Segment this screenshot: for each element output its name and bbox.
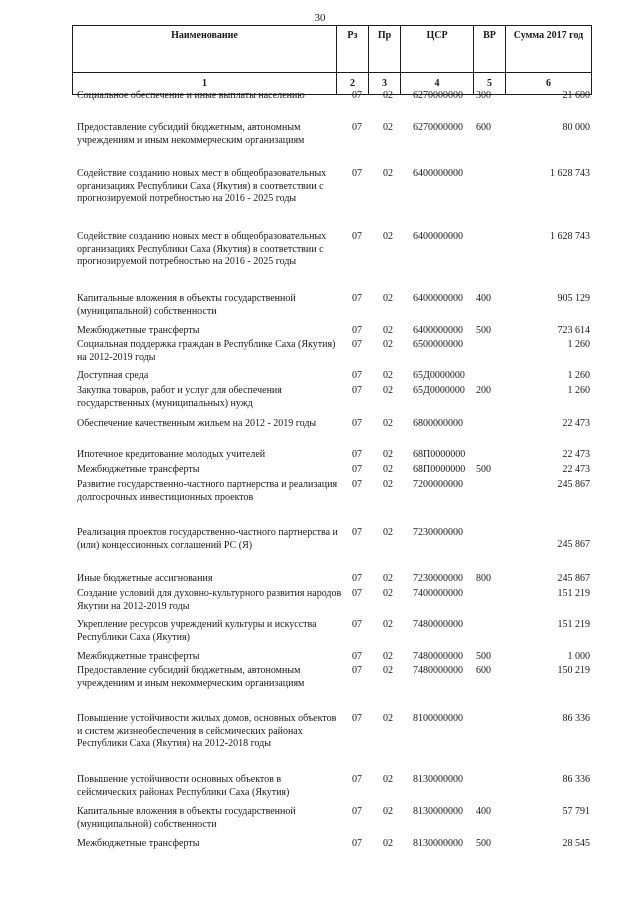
row-pr: 02 <box>383 665 393 676</box>
row-vr: 400 <box>476 293 491 304</box>
row-rz: 07 <box>352 385 362 396</box>
row-rz: 07 <box>352 665 362 676</box>
row-rz: 07 <box>352 588 362 599</box>
header-name: Наименование <box>73 26 337 73</box>
row-csr: 8130000000 <box>413 774 463 785</box>
row-sum: 245 867 <box>557 539 590 550</box>
row-rz: 07 <box>352 527 362 538</box>
row-name: Развитие государственно-частного партнерства и реализация долгосрочных инвестиционных проектов <box>77 479 338 503</box>
row-pr: 02 <box>383 370 393 381</box>
row-sum: 1 260 <box>567 370 590 381</box>
row-name: Создание условий для духовно-культурного развития народов Якутии на 2012-2019 годы <box>77 588 342 612</box>
row-sum: 86 336 <box>562 713 590 724</box>
row-csr: 7480000000 <box>413 665 463 676</box>
row-pr: 02 <box>383 90 393 101</box>
row-name: Иные бюджетные ассигнования <box>77 573 213 584</box>
row-pr: 02 <box>383 527 393 538</box>
row-csr: 8130000000 <box>413 838 463 849</box>
row-csr: 68П0000000 <box>413 464 466 475</box>
row-vr: 600 <box>476 665 491 676</box>
row-sum: 22 473 <box>562 464 590 475</box>
row-pr: 02 <box>383 651 393 662</box>
row-sum: 1 628 743 <box>550 168 590 179</box>
row-vr: 500 <box>476 464 491 475</box>
header-vr: ВР <box>474 26 506 73</box>
row-rz: 07 <box>352 449 362 460</box>
row-csr: 6400000000 <box>413 168 463 179</box>
row-csr: 6270000000 <box>413 90 463 101</box>
row-csr: 7200000000 <box>413 479 463 490</box>
row-rz: 07 <box>352 168 362 179</box>
row-csr: 65Д0000000 <box>413 370 465 381</box>
row-pr: 02 <box>383 231 393 242</box>
row-sum: 905 129 <box>557 293 590 304</box>
row-sum: 150 219 <box>557 665 590 676</box>
row-sum: 80 000 <box>562 122 590 133</box>
row-pr: 02 <box>383 122 393 133</box>
row-sum: 1 000 <box>567 651 590 662</box>
row-csr: 65Д0000000 <box>413 385 465 396</box>
row-pr: 02 <box>383 325 393 336</box>
row-name: Предоставление субсидий бюджетным, автономным учреждениям и иным некоммерческим организациям <box>77 122 305 146</box>
row-csr: 7480000000 <box>413 619 463 630</box>
row-rz: 07 <box>352 464 362 475</box>
row-sum: 1 260 <box>567 385 590 396</box>
row-name: Межбюджетные трансферты <box>77 838 200 849</box>
row-rz: 07 <box>352 339 362 350</box>
row-vr: 500 <box>476 651 491 662</box>
row-pr: 02 <box>383 464 393 475</box>
row-sum: 28 545 <box>562 838 590 849</box>
row-rz: 07 <box>352 573 362 584</box>
row-rz: 07 <box>352 774 362 785</box>
row-name: Межбюджетные трансферты <box>77 464 200 475</box>
row-sum: 151 219 <box>557 619 590 630</box>
row-name: Закупка товаров, работ и услуг для обеспечения государственных (муниципальных) нужд <box>77 385 282 409</box>
row-sum: 151 219 <box>557 588 590 599</box>
row-name: Капитальные вложения в объекты государственной (муниципальной) собственности <box>77 806 296 830</box>
row-pr: 02 <box>383 385 393 396</box>
row-pr: 02 <box>383 838 393 849</box>
header-rz: Рз <box>337 26 369 73</box>
row-csr: 6400000000 <box>413 231 463 242</box>
row-csr: 6800000000 <box>413 418 463 429</box>
row-pr: 02 <box>383 619 393 630</box>
row-name: Межбюджетные трансферты <box>77 651 200 662</box>
column-number: 4 <box>401 73 474 95</box>
row-sum: 86 336 <box>562 774 590 785</box>
row-pr: 02 <box>383 806 393 817</box>
row-name: Доступная среда <box>77 370 149 381</box>
row-rz: 07 <box>352 122 362 133</box>
header-sum: Сумма 2017 год <box>506 26 592 73</box>
row-sum: 22 473 <box>562 449 590 460</box>
row-csr: 6270000000 <box>413 122 463 133</box>
row-sum: 21 600 <box>562 90 590 101</box>
row-pr: 02 <box>383 449 393 460</box>
header-pr: Пр <box>369 26 401 73</box>
column-number: 6 <box>506 73 592 95</box>
row-vr: 300 <box>476 90 491 101</box>
row-rz: 07 <box>352 838 362 849</box>
row-pr: 02 <box>383 573 393 584</box>
row-csr: 7480000000 <box>413 651 463 662</box>
row-sum: 245 867 <box>557 479 590 490</box>
row-name: Межбюджетные трансферты <box>77 325 200 336</box>
row-rz: 07 <box>352 90 362 101</box>
row-vr: 600 <box>476 122 491 133</box>
row-vr: 800 <box>476 573 491 584</box>
row-sum: 1 628 743 <box>550 231 590 242</box>
row-vr: 200 <box>476 385 491 396</box>
row-name: Укрепление ресурсов учреждений культуры и искусства Республики Саха (Якутия) <box>77 619 317 643</box>
row-name: Предоставление субсидий бюджетным, автономным учреждениям и иным некоммерческим организациям <box>77 665 305 689</box>
row-rz: 07 <box>352 651 362 662</box>
row-vr: 400 <box>476 806 491 817</box>
row-pr: 02 <box>383 418 393 429</box>
row-sum: 723 614 <box>557 325 590 336</box>
row-pr: 02 <box>383 713 393 724</box>
row-sum: 22 473 <box>562 418 590 429</box>
header-csr: ЦСР <box>401 26 474 73</box>
row-csr: 8100000000 <box>413 713 463 724</box>
row-name: Капитальные вложения в объекты государственной (муниципальной) собственности <box>77 293 296 317</box>
row-name: Содействие созданию новых мест в общеобразовательных организациях Республики Саха (Якутия) в соответствии с прогнозируемой потребностью на 2016 - 2025 годы <box>77 231 327 267</box>
column-number: 1 <box>73 73 337 95</box>
row-csr: 7400000000 <box>413 588 463 599</box>
row-csr: 8130000000 <box>413 806 463 817</box>
row-csr: 6500000000 <box>413 339 463 350</box>
row-csr: 68П0000000 <box>413 449 466 460</box>
row-csr: 7230000000 <box>413 573 463 584</box>
column-number: 5 <box>474 73 506 95</box>
row-rz: 07 <box>352 231 362 242</box>
row-pr: 02 <box>383 293 393 304</box>
row-name: Содействие созданию новых мест в общеобразовательных организациях Республики Саха (Якутия) в соответствии с прогнозируемой потребностью на 2016 - 2025 годы <box>77 168 327 204</box>
row-name: Повышение устойчивости жилых домов, основных объектов и систем жизнеобеспечения в сейсмических районах Республики Саха (Якутия) на 2012-2018 годы <box>77 713 337 749</box>
row-vr: 500 <box>476 325 491 336</box>
column-number: 3 <box>369 73 401 95</box>
row-csr: 6400000000 <box>413 325 463 336</box>
row-name: Повышение устойчивости основных объектов в сейсмических районах Республики Саха (Якутия) <box>77 774 290 798</box>
row-pr: 02 <box>383 774 393 785</box>
row-sum: 57 791 <box>562 806 590 817</box>
row-vr: 500 <box>476 838 491 849</box>
row-rz: 07 <box>352 619 362 630</box>
row-rz: 07 <box>352 325 362 336</box>
row-sum: 245 867 <box>557 573 590 584</box>
column-number: 2 <box>337 73 369 95</box>
row-name: Реализация проектов государственно-частного партнерства и (или) концессионных соглашений РС (Я) <box>77 527 338 551</box>
row-pr: 02 <box>383 479 393 490</box>
row-csr: 7230000000 <box>413 527 463 538</box>
row-name: Социальное обеспечение и иные выплаты населению <box>77 90 305 101</box>
row-rz: 07 <box>352 479 362 490</box>
row-rz: 07 <box>352 293 362 304</box>
page-number: 30 <box>314 12 326 24</box>
row-name: Социальная поддержка граждан в Республике Саха (Якутия) на 2012-2019 годы <box>77 339 336 363</box>
row-rz: 07 <box>352 806 362 817</box>
row-csr: 6400000000 <box>413 293 463 304</box>
row-name: Ипотечное кредитование молодых учителей <box>77 449 266 460</box>
row-pr: 02 <box>383 339 393 350</box>
row-rz: 07 <box>352 370 362 381</box>
row-name: Обеспечение качественным жильем на 2012 - 2019 годы <box>77 418 317 429</box>
row-pr: 02 <box>383 588 393 599</box>
row-sum: 1 260 <box>567 339 590 350</box>
row-pr: 02 <box>383 168 393 179</box>
row-rz: 07 <box>352 713 362 724</box>
row-rz: 07 <box>352 418 362 429</box>
